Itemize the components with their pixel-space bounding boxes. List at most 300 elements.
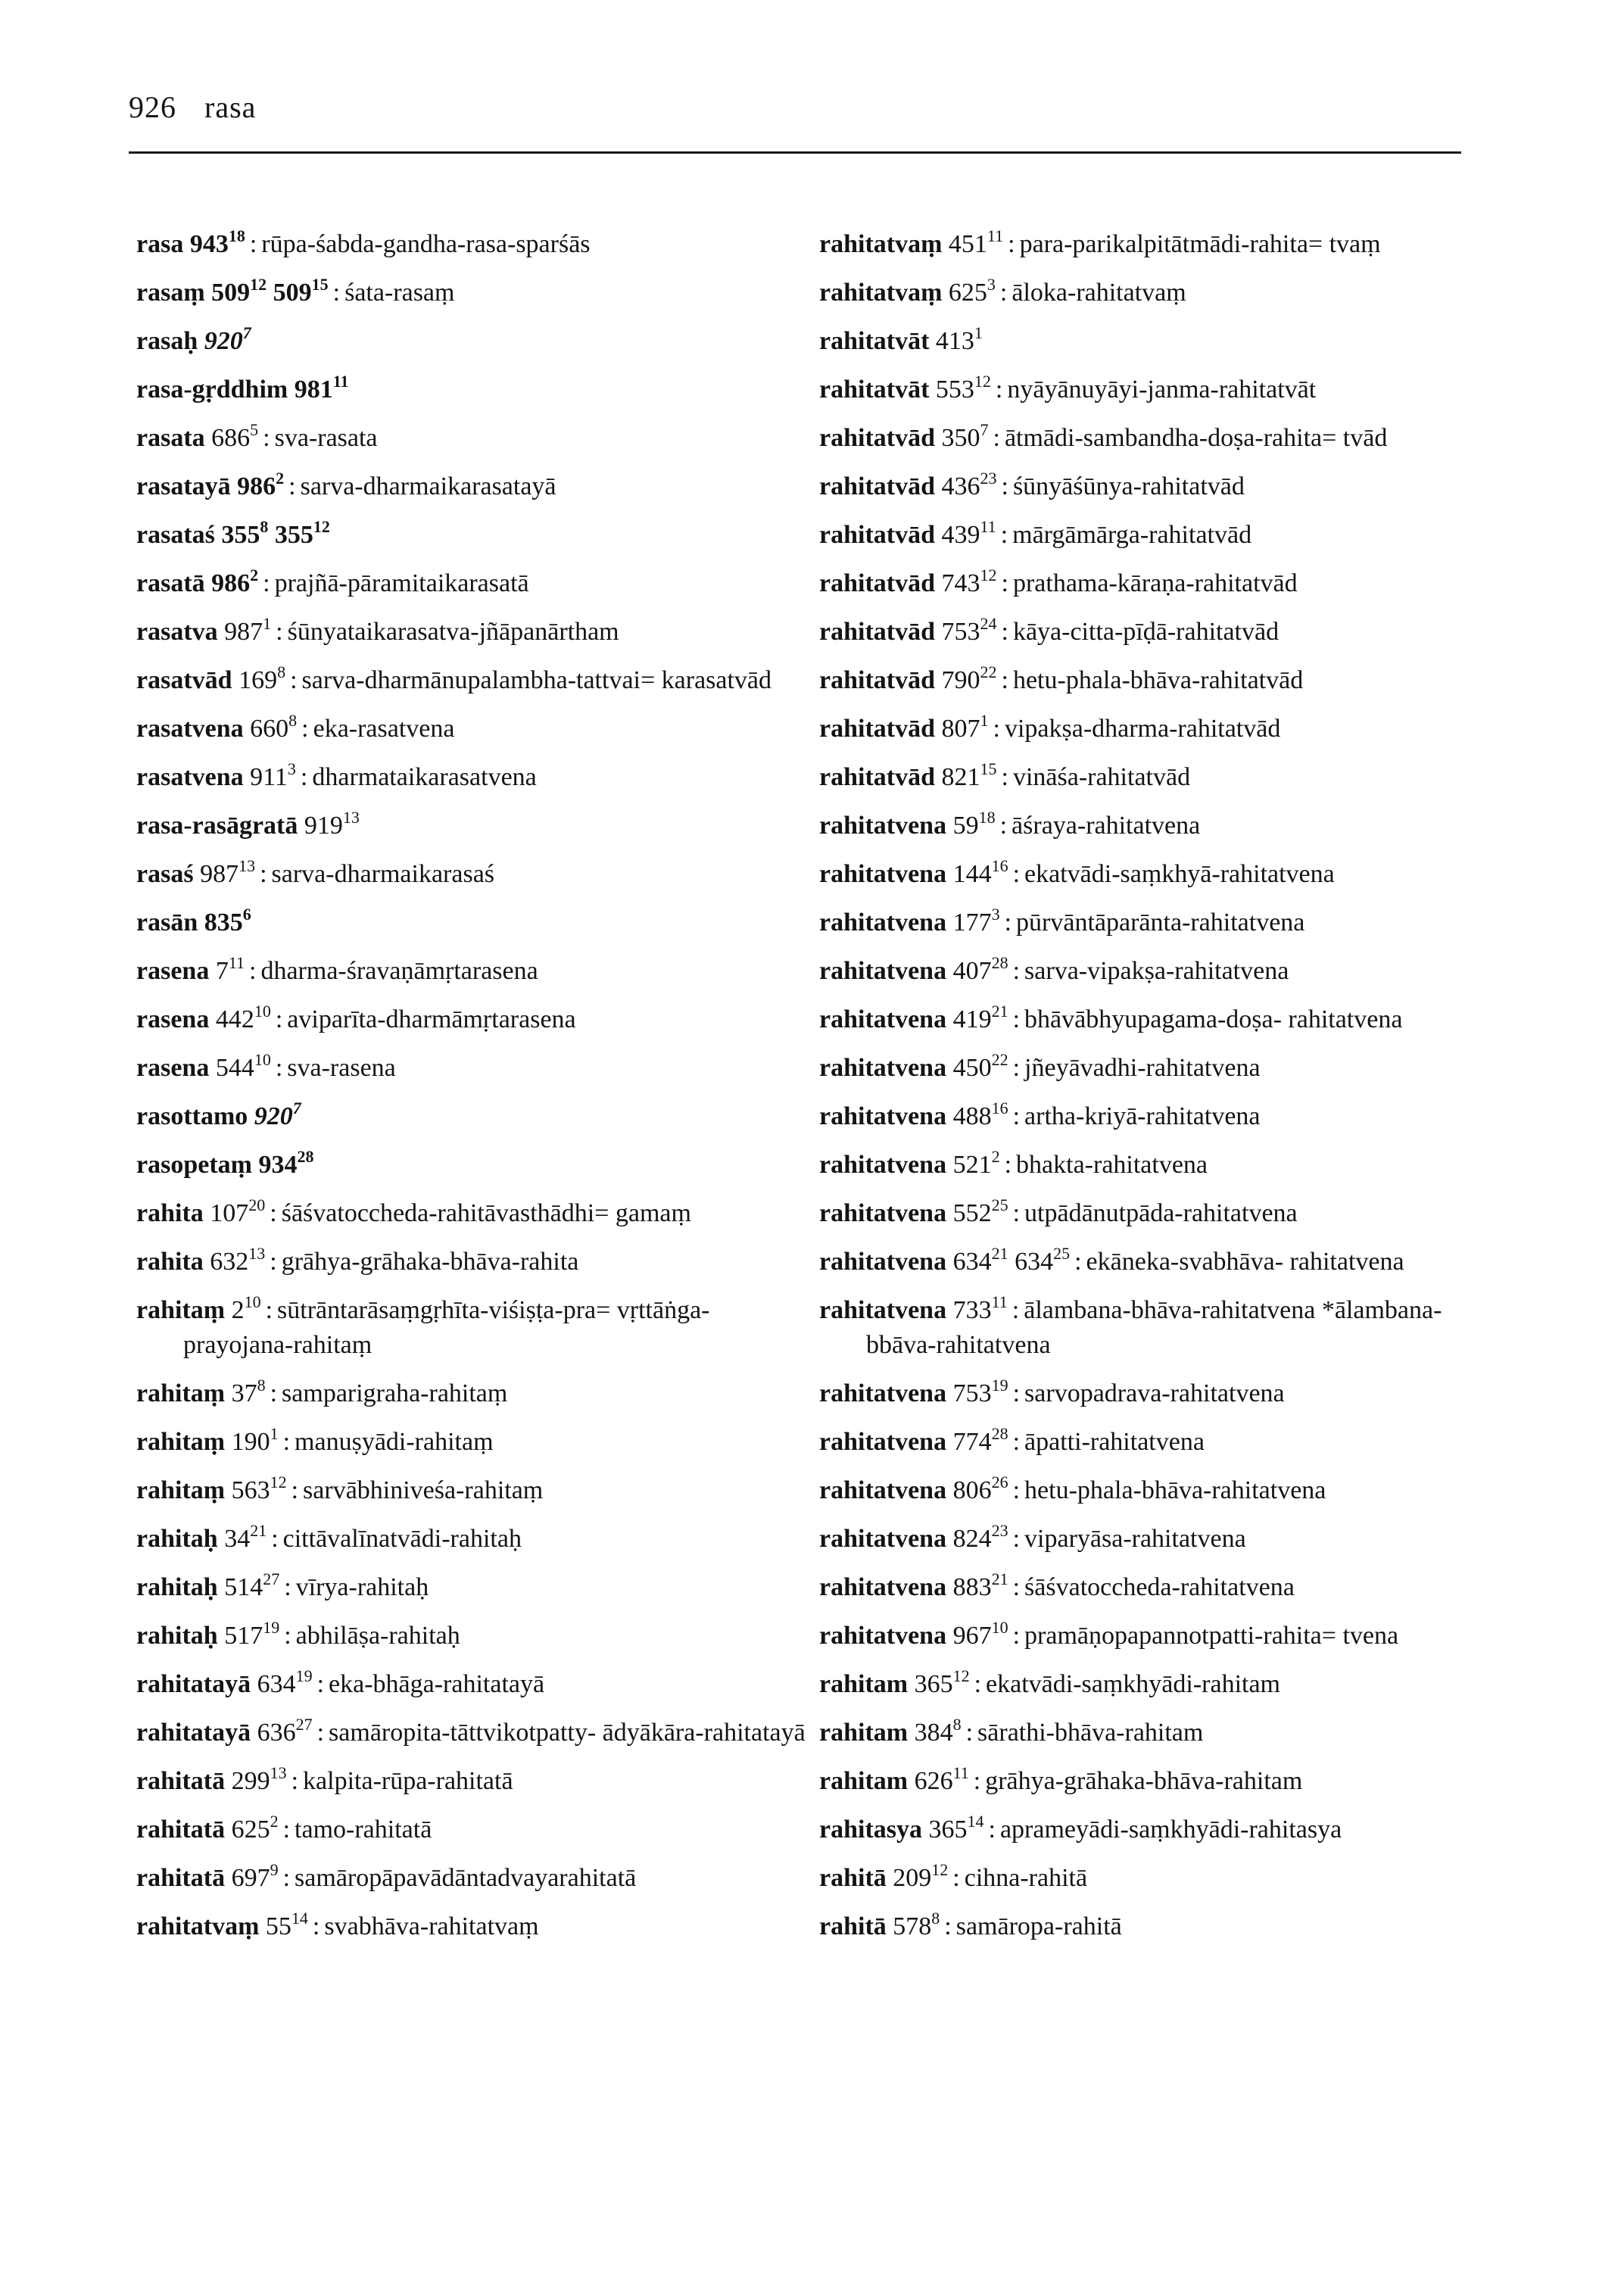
page-number-ref: 552 [952,1199,992,1227]
entry-headword: rasatvena [136,715,244,743]
gloss-separator: : [316,1719,325,1747]
entry-gloss: utpādānutpāda-rahitatvena [1024,1199,1298,1227]
gloss-separator: : [288,472,296,500]
gloss-separator: : [276,618,283,646]
gloss-separator: : [271,1525,279,1553]
page-number-ref: 919 [304,812,343,840]
entry-gloss: hetu-phala-bhāva-rahitatvena [1024,1476,1326,1504]
index-entry [819,712,1501,746]
entry-gloss: svabhāva-rahitatvaṃ [324,1912,539,1940]
entry-gloss: manuṣyādi-rahitaṃ [295,1428,494,1456]
page-reference [952,1001,1008,1033]
gloss-separator: : [301,715,309,743]
gloss-separator: : [1012,1525,1021,1553]
index-entry [819,1293,1501,1363]
page-number-ref: 986 [237,472,276,500]
line-number-ref: 13 [342,807,360,827]
line-number-ref: 18 [978,807,996,827]
line-number-ref: 8 [952,1714,962,1734]
entry-headword: rahitatvena [819,1573,947,1601]
page-reference [1015,1243,1071,1276]
entry-gloss: sarva-vipakṣa-rahitatvena [1024,957,1289,985]
entry-gloss: samāropa-rahitā [955,1912,1122,1940]
page-reference [265,1908,308,1940]
line-number-ref: 1 [980,710,989,730]
page-reference [231,1763,287,1795]
line-number-ref: 12 [931,1859,949,1879]
page-reference [250,759,296,791]
line-number-ref: 3 [991,904,1000,924]
page-reference [231,1811,279,1844]
entry-headword: rasaṃ [136,279,205,307]
line-number-ref: 8 [288,710,298,730]
entry-headword: rahitā [819,1912,887,1940]
entry-gloss: jñeyāvadhi-rahitatvena [1024,1054,1261,1082]
index-column-left [136,227,818,1958]
entry-headword: rasaḥ [136,327,198,355]
entry-headword: rasa-rasāgratā [136,812,298,840]
page-reference [941,613,997,646]
page-reference [231,1292,261,1324]
gloss-separator: : [1004,1151,1012,1179]
gloss-separator: : [263,424,270,452]
entry-headword: rahitatvena [819,1248,947,1276]
index-entry [136,1667,818,1702]
entry-headword: rahitatā [136,1816,226,1844]
index-entry [136,615,818,650]
gloss-separator: : [988,1816,996,1844]
entry-headword: rahitatvāt [819,376,930,404]
page-number-ref: 774 [952,1428,992,1456]
index-entry [819,663,1501,698]
line-number-ref: 11 [952,1763,969,1782]
entry-gloss: ātmādi-sambandha-doṣa-rahita= tvād [1004,424,1388,452]
gloss-separator: : [1008,230,1015,258]
index-entry [136,372,818,407]
page-number-ref: 920 [204,327,243,355]
entry-gloss: ekāneka-svabhāva- rahitatvena [1086,1248,1404,1276]
gloss-separator: : [270,1379,278,1407]
page-number-ref: 517 [224,1622,263,1650]
page-reference [238,662,286,694]
page-number-ref: 743 [941,569,980,597]
index-entry [136,905,818,940]
entry-gloss: ālambana-bhāva-rahitatvena *ālambana-bbāva-rahitatvena [866,1296,1442,1359]
index-entry [136,809,818,843]
index-column-right [819,227,1501,1958]
entry-headword: rasaś [136,860,194,888]
page-number-ref: 350 [941,424,980,452]
gloss-separator: : [1001,569,1008,597]
page-number-ref: 934 [258,1151,298,1179]
index-entry [819,1245,1501,1279]
line-number-ref: 11 [987,226,1004,245]
page-reference [200,856,256,888]
line-number-ref: 13 [238,856,256,875]
page-reference [224,1520,267,1553]
entry-gloss: prajñā-pāramitaikarasatā [274,569,529,597]
gloss-separator: : [974,1670,982,1698]
index-entry [819,1148,1501,1183]
index-entry [136,324,818,359]
gloss-separator: : [952,1864,960,1892]
page-reference [304,807,360,840]
entry-headword: rahitatvena [819,860,947,888]
gloss-separator: : [290,666,298,694]
entry-headword: rahitatvena [819,909,947,937]
entry-gloss: vipakṣa-dharma-rahitatvād [1004,715,1281,743]
page-reference [941,419,989,452]
index-entry [136,954,818,989]
index-entry [136,712,818,746]
entry-gloss: samparigraha-rahitaṃ [282,1379,508,1407]
index-entry [136,663,818,698]
page-reference [258,1146,314,1179]
page-reference [948,226,1004,258]
index-entry [819,1764,1501,1799]
page-number-ref: 987 [200,860,239,888]
page-reference [237,468,285,500]
page-number-ref: 2 [231,1296,245,1324]
page-number-ref: 753 [941,618,980,646]
entry-gloss: cittāvalīnatvādi-rahitaḥ [282,1525,522,1553]
line-number-ref: 25 [1053,1243,1071,1263]
line-number-ref: 25 [991,1195,1008,1214]
page-number-ref: 697 [231,1864,270,1892]
entry-gloss: sārathi-bhāva-rahitam [977,1719,1204,1747]
index-entry [136,760,818,795]
page-number-ref: 355 [221,521,260,549]
entry-headword: rahitā [819,1864,887,1892]
page-number-ref: 509 [273,279,312,307]
gloss-separator: : [965,1719,974,1747]
line-number-ref: 21 [991,1243,1008,1263]
index-entry [136,1425,818,1460]
gloss-separator: : [1012,1622,1021,1650]
line-number-ref: 21 [250,1520,267,1540]
index-entry [136,1619,818,1653]
page-reference [210,1195,266,1227]
page-number-ref: 790 [941,666,980,694]
entry-headword: rahitatvāt [819,327,930,355]
entry-gloss: dharma-śravaṇāmṛtarasena [260,957,538,985]
entry-gloss: viparyāsa-rahitatvena [1024,1525,1246,1553]
index-entry [819,227,1501,262]
page-number-ref: 365 [914,1670,953,1698]
page-number-ref: 634 [1015,1248,1054,1276]
index-entry [819,518,1501,553]
gloss-separator: : [249,230,257,258]
entry-gloss: mārgāmārga-rahitatvād [1012,521,1252,549]
page-reference [189,226,245,258]
page-reference [893,1859,949,1892]
index-entry [136,227,818,262]
gloss-separator: : [1011,1296,1020,1324]
entry-gloss: tamo-rahitatā [295,1816,432,1844]
page-reference [231,1859,279,1892]
entry-gloss: samāropita-tāttvikotpatty- ādyākāra-rahitatayā [329,1719,806,1747]
entry-headword: rasān [136,909,198,937]
page-reference [893,1908,940,1940]
gloss-separator: : [263,569,270,597]
page-reference [215,1001,271,1033]
entry-headword: rasatvād [136,666,232,694]
entry-gloss: grāhya-grāhaka-bhāva-rahitam [985,1767,1303,1795]
page-reference [952,1375,1008,1407]
index-entry [136,857,818,892]
page-number-ref: 634 [257,1670,296,1698]
page-number-ref: 824 [952,1525,992,1553]
page-reference [231,1423,279,1456]
page-number-ref: 733 [952,1296,992,1324]
gloss-separator: : [265,1296,273,1324]
page-reference [224,1569,280,1601]
page-reference [952,856,1008,888]
gloss-separator: : [1074,1248,1082,1276]
index-entry [819,857,1501,892]
page-reference [914,1666,970,1698]
entry-headword: rahitatvena [819,1102,947,1130]
line-number-ref: 2 [250,565,259,584]
index-entry [819,566,1501,601]
page-number-ref: 636 [257,1719,296,1747]
gloss-separator: : [270,1248,277,1276]
entry-gloss: artha-kriyā-rahitatvena [1024,1102,1261,1130]
gloss-separator: : [1012,1005,1021,1033]
entry-headword: rahitatvād [819,666,935,694]
index-entry [819,1376,1501,1411]
line-number-ref: 19 [263,1617,280,1637]
entry-gloss: grāhya-grāhaka-bhāva-rahita [281,1248,579,1276]
page-reference [941,565,997,597]
line-number-ref: 12 [270,1472,287,1491]
gloss-separator: : [944,1912,952,1940]
gloss-separator: : [282,1816,291,1844]
page-number-ref: 544 [215,1054,254,1082]
page-number-ref: 806 [952,1476,992,1504]
page-reference [211,274,267,307]
line-number-ref: 1 [263,613,272,633]
gloss-separator: : [993,715,1000,743]
entry-headword: rasata [136,424,205,452]
entry-headword: rahitam [819,1719,909,1747]
running-head: rasa [204,90,257,124]
line-number-ref: 28 [991,1423,1008,1443]
line-number-ref: 10 [991,1617,1008,1637]
entry-gloss: sarva-dharmaikarasatayā [300,472,556,500]
line-number-ref: 11 [332,371,349,391]
index-entry [819,760,1501,795]
line-number-ref: 8 [257,1375,266,1395]
entry-gloss: āśraya-rahitatvena [1011,812,1201,840]
page-number-ref: 442 [215,1005,254,1033]
page-reference [941,662,997,694]
page-reference [257,1714,313,1747]
page-reference [273,274,329,307]
entry-headword: rasataś [136,521,215,549]
page-reference [204,323,251,355]
gloss-separator: : [999,812,1008,840]
page-number-ref: 987 [224,618,263,646]
entry-headword: rahitatvād [819,472,935,500]
line-number-ref: 5 [250,419,259,439]
page-number-ref: 59 [952,812,979,840]
page-number-ref: 634 [952,1248,992,1276]
page-number-ref: 578 [893,1912,932,1940]
entry-gloss: samāropāpavādāntadvayarahitatā [295,1864,637,1892]
page-number-ref: 967 [952,1622,992,1650]
entry-gloss: eka-rasatvena [313,715,455,743]
page-number-ref: 943 [189,230,229,258]
page-number-ref: 553 [935,376,974,404]
entry-gloss: śata-rasaṃ [344,279,455,307]
index-entry [136,1196,818,1231]
page-reference [215,1049,271,1082]
line-number-ref: 3 [287,759,296,778]
line-number-ref: 11 [991,1292,1008,1311]
page-reference [204,904,251,937]
page-number-ref: 413 [935,327,974,355]
gloss-separator: : [312,1912,320,1940]
page-reference [250,710,298,743]
entry-gloss: vināśa-rahitatvād [1012,763,1191,791]
page-number-ref: 563 [231,1476,270,1504]
entry-headword: rahitatvena [819,1199,947,1227]
entry-gloss: dharmataikarasatvena [312,763,537,791]
page-number-ref: 55 [265,1912,291,1940]
gloss-separator: : [1001,763,1008,791]
page-reference [210,1243,266,1276]
page-number-ref: 807 [941,715,980,743]
gloss-separator: : [1012,1199,1021,1227]
line-number-ref: 10 [254,1049,271,1069]
gloss-separator: : [249,957,257,985]
gloss-separator: : [973,1767,981,1795]
line-number-ref: 2 [270,1811,279,1831]
gloss-separator: : [284,1573,291,1601]
page-number-ref: 407 [952,957,992,985]
entry-headword: rahitaṃ [136,1296,226,1324]
page-reference [215,952,245,985]
line-number-ref: 19 [295,1666,313,1685]
entry-headword: rahitatvād [819,424,935,452]
line-number-ref: 12 [313,516,330,536]
index-entry [136,1861,818,1896]
line-number-ref: 10 [244,1292,261,1311]
entry-gloss: pramāṇopapannotpatti-rahita= tvena [1024,1622,1399,1650]
line-number-ref: 20 [248,1195,266,1214]
page-number-ref: 753 [952,1379,992,1407]
index-entry [819,905,1501,940]
entry-headword: rahitaḥ [136,1525,218,1553]
index-entry [136,276,818,310]
index-entry [136,1293,818,1363]
line-number-ref: 8 [260,516,269,536]
line-number-ref: 14 [967,1811,984,1831]
entry-headword: rahitatayā [136,1670,251,1698]
line-number-ref: 13 [270,1763,287,1782]
line-number-ref: 24 [980,613,997,633]
entry-gloss: pūrvāntāparānta-rahitatvena [1016,909,1305,937]
gloss-separator: : [291,1476,299,1504]
line-number-ref: 1 [270,1423,279,1443]
entry-headword: rahitaṃ [136,1476,226,1504]
entry-gloss: ekatvādi-saṃkhyā-rahitatvena [1024,860,1335,888]
page-number-ref: 439 [941,521,980,549]
page-number-ref: 144 [952,860,992,888]
entry-gloss: hetu-phala-bhāva-rahitatvād [1012,666,1304,694]
entry-headword: rahita [136,1248,204,1276]
entry-gloss: aviparīta-dharmāmṛtarasena [287,1005,576,1033]
index-entry [819,324,1501,359]
gloss-separator: : [1012,1379,1021,1407]
page-reference [948,274,996,307]
entry-gloss: bhakta-rahitatvena [1016,1151,1208,1179]
entry-headword: rasa [136,230,184,258]
page-reference [952,1292,1008,1324]
gloss-separator: : [1001,618,1008,646]
entry-headword: rahitatvena [819,1005,947,1033]
entry-headword: rahitaṃ [136,1379,226,1407]
page-number-ref: 451 [948,230,987,258]
page-number-ref: 509 [211,279,251,307]
index-entry [136,1716,818,1750]
page-number-ref: 883 [952,1573,992,1601]
page-reference [224,613,272,646]
index-entry [136,421,818,456]
entry-headword: rasatā [136,569,205,597]
entry-gloss: kalpita-rūpa-rahitatā [303,1767,513,1795]
page-number-ref: 37 [231,1379,257,1407]
line-number-ref: 12 [974,371,991,391]
gloss-separator: : [1012,1428,1021,1456]
index-entry [819,1861,1501,1896]
gloss-separator: : [284,1622,291,1650]
entry-gloss: śūnyataikarasatva-jñāpanārtham [287,618,619,646]
page-number-ref: 488 [952,1102,992,1130]
page-number-ref: 7 [215,957,229,985]
line-number-ref: 11 [228,952,245,972]
gloss-separator: : [291,1767,299,1795]
line-number-ref: 16 [991,1098,1008,1117]
line-number-ref: 6 [242,904,251,924]
index-entry [819,1196,1501,1231]
index-entry [819,421,1501,456]
line-number-ref: 19 [991,1375,1008,1395]
gloss-separator: : [282,1864,291,1892]
line-number-ref: 12 [250,274,267,294]
gloss-separator: : [1001,666,1008,694]
line-number-ref: 13 [248,1243,266,1263]
entry-headword: rasa-gṛddhim [136,376,288,404]
gloss-separator: : [1000,521,1008,549]
page-number-ref: 299 [231,1767,270,1795]
entry-headword: rahitaḥ [136,1622,218,1650]
entry-headword: rahitatvena [819,1379,947,1407]
entry-gloss: āpatti-rahitatvena [1024,1428,1205,1456]
index-entry [136,1473,818,1508]
page-reference [211,565,259,597]
gloss-separator: : [1004,909,1012,937]
entry-gloss: para-parikalpitātmādi-rahita= tvaṃ [1019,230,1381,258]
page-reference [211,419,259,452]
entry-headword: rasena [136,1005,210,1033]
page-number-ref: 177 [952,909,992,937]
gloss-separator: : [1012,957,1021,985]
page-reference [941,516,996,549]
entry-gloss: aprameyādi-saṃkhyādi-rahitasya [999,1816,1342,1844]
entry-gloss: vīrya-rahitaḥ [295,1573,429,1601]
